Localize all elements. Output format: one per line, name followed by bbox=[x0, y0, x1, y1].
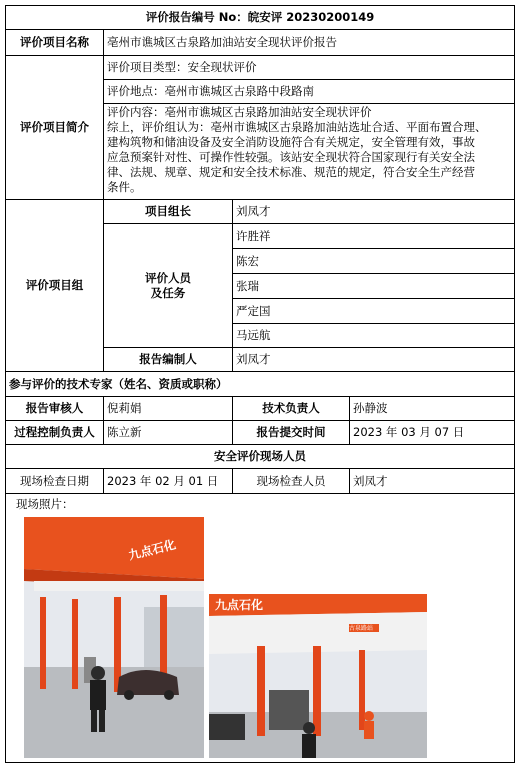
site-photo-2 bbox=[209, 594, 427, 758]
evaluation-content-line: 评价内容：亳州市谯城区古泉路加油站安全现状评价 bbox=[107, 105, 372, 119]
submit-time-value: 2023 年 03 月 07 日 bbox=[349, 420, 515, 445]
conclusion-line-2: 建构筑物和储油设备及安全消防设施符合有关规定，安全管理有效，事故 bbox=[107, 135, 475, 149]
inspection-date-value: 2023 年 02 月 01 日 bbox=[103, 468, 233, 494]
conclusion-line-1: 综上，评价组认为：亳州市谯城区古泉路加油站选址合适、平面布置合理、 bbox=[107, 120, 487, 134]
station-sign-text: 古泉路站 bbox=[349, 625, 374, 632]
team-members-label bbox=[103, 223, 233, 348]
team-member-1: 许胜祥 bbox=[232, 223, 515, 249]
site-personnel-title: 安全评价现场人员 bbox=[5, 444, 515, 469]
evaluation-location-line: 评价地点：亳州市谯城区古泉路中段路南 bbox=[103, 79, 515, 104]
team-member-2: 陈宏 bbox=[232, 248, 515, 274]
team-member-3: 张瑞 bbox=[232, 273, 515, 299]
station-brand-text-2: 九点石化 bbox=[215, 598, 264, 612]
project-name-value: 亳州市谯城区古泉路加油站安全现状评价报告 bbox=[103, 29, 515, 56]
report-auditor-value: 倪莉娟 bbox=[103, 396, 233, 421]
conclusion-line-4: 律、法规、规章、规定和安全技术标准、规范的规定，符合安全生产经营 bbox=[107, 165, 475, 179]
report-writer-value: 刘凤才 bbox=[232, 347, 515, 372]
evaluation-content-block bbox=[103, 103, 515, 200]
station-brand-text-1: 九点石化 bbox=[127, 537, 178, 563]
team-leader-label: 项目组长 bbox=[103, 199, 233, 224]
technical-lead-value: 孙静波 bbox=[349, 396, 515, 421]
conclusion-line-3: 应急预案针对性、可操作性较强。该站安全现状符合国家现行有关安全法 bbox=[107, 150, 475, 164]
team-members-label-line-1: 评价人员 bbox=[145, 270, 191, 285]
report-number-header: 评价报告编号 No：皖安评 20230200149 bbox=[5, 5, 515, 30]
project-name-label: 评价项目名称 bbox=[5, 29, 104, 56]
project-type-line: 评价项目类型：安全现状评价 bbox=[103, 55, 515, 80]
submit-time-label: 报告提交时间 bbox=[232, 420, 350, 445]
gas-station-photo-2 bbox=[209, 594, 427, 758]
team-member-5: 马远航 bbox=[232, 323, 515, 348]
technical-lead-label: 技术负责人 bbox=[232, 396, 350, 421]
site-photos-label: 现场照片： bbox=[16, 497, 74, 511]
team-members-label-line-2: 及任务 bbox=[150, 285, 186, 300]
process-control-label: 过程控制负责人 bbox=[5, 420, 104, 445]
technical-experts-label: 参与评价的技术专家（姓名、资质或职称） bbox=[5, 371, 515, 397]
site-photo-1 bbox=[24, 517, 204, 758]
project-summary-label: 评价项目简介 bbox=[5, 55, 104, 200]
team-member-4: 严定国 bbox=[232, 298, 515, 324]
report-writer-label: 报告编制人 bbox=[103, 347, 233, 372]
gas-station-photo-1 bbox=[24, 517, 204, 758]
inspection-date-label: 现场检查日期 bbox=[5, 468, 104, 494]
conclusion-line-5: 条件。 bbox=[107, 180, 142, 194]
report-auditor-label: 报告审核人 bbox=[5, 396, 104, 421]
process-control-value: 陈立新 bbox=[103, 420, 233, 445]
inspector-value: 刘凤才 bbox=[349, 468, 515, 494]
team-leader-value: 刘凤才 bbox=[232, 199, 515, 224]
inspector-label: 现场检查人员 bbox=[232, 468, 350, 494]
project-team-label: 评价项目组 bbox=[5, 199, 104, 372]
